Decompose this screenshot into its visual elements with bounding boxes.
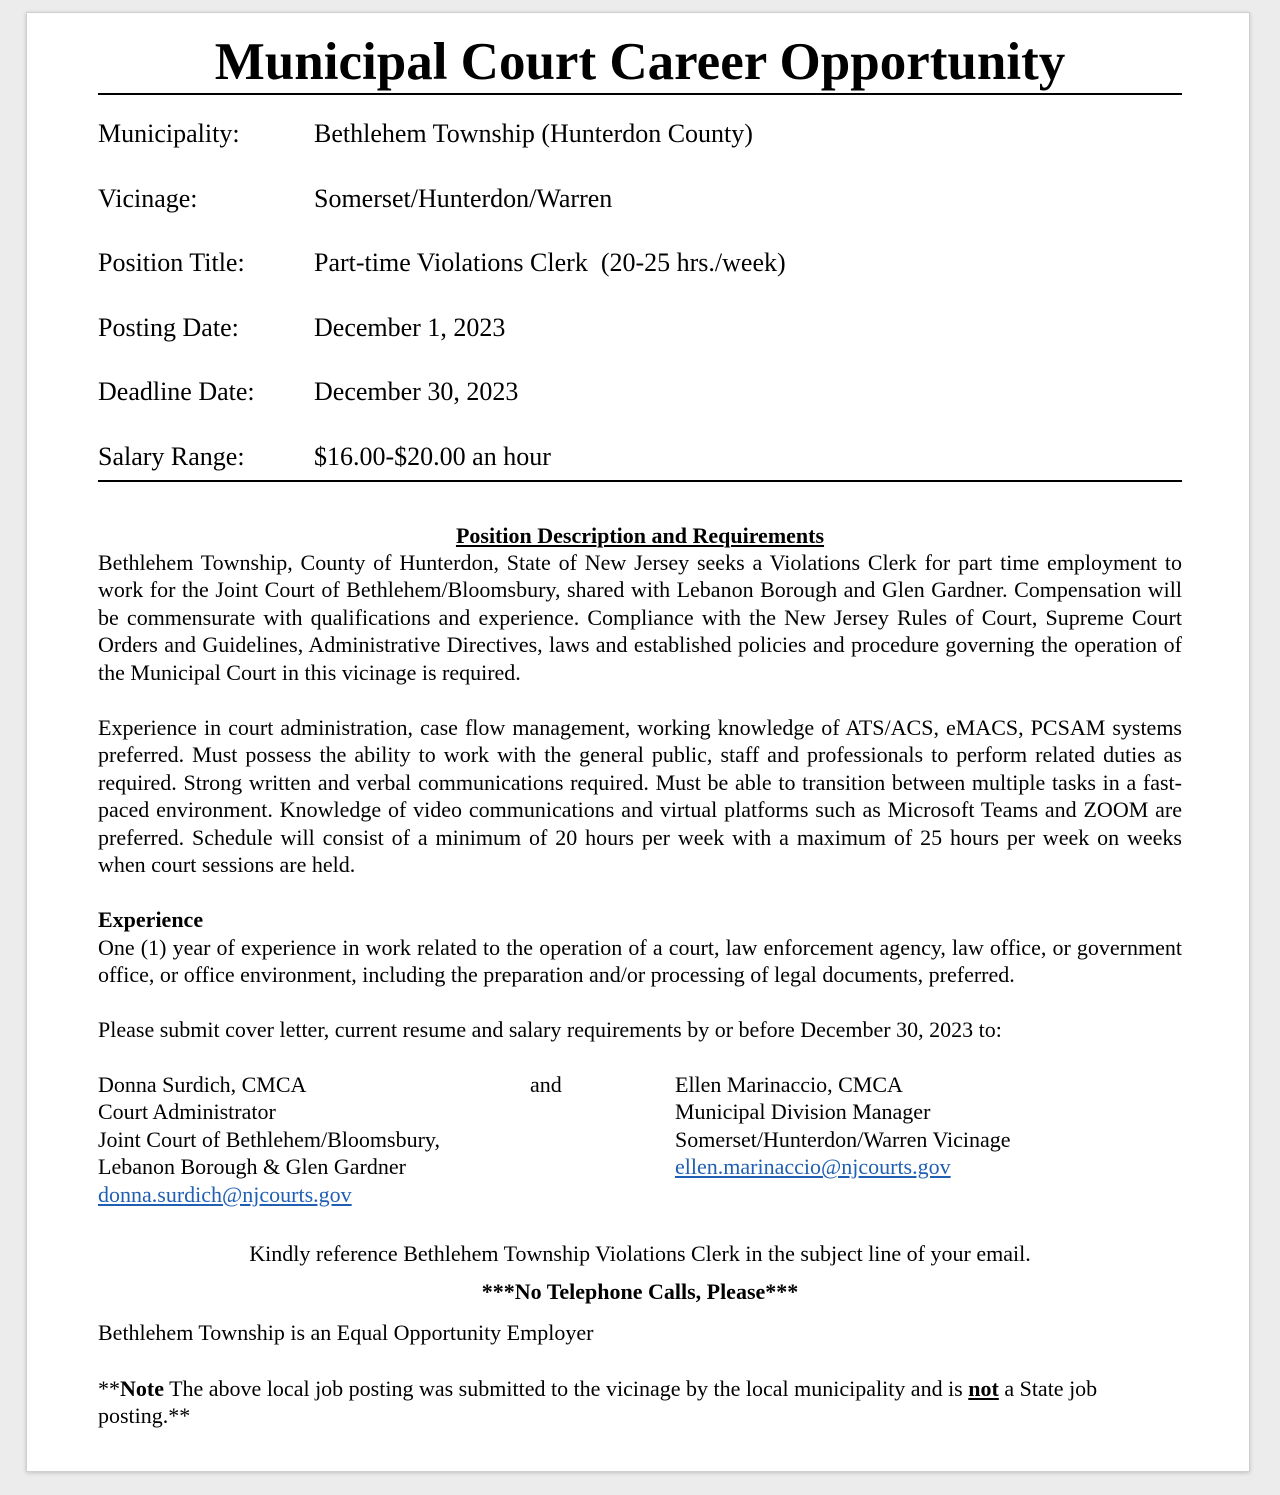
contact-org: Somerset/Hunterdon/Warren Vicinage	[675, 1126, 1011, 1152]
field-value: Bethlehem Township (Hunterdon County)	[314, 119, 753, 148]
contact-name: Ellen Marinaccio, CMCA	[675, 1071, 903, 1097]
note-emphasis: not	[968, 1375, 999, 1401]
field-value: December 30, 2023	[314, 377, 519, 406]
field-municipality	[98, 119, 1182, 184]
job-fields	[98, 119, 1182, 476]
section-heading: Position Description and Requirements	[455, 522, 825, 548]
field-vicinage	[98, 184, 1182, 249]
field-label: Salary Range:	[98, 441, 245, 471]
reference-note: Kindly reference Bethlehem Township Violations Clerk in the subject line of your email.	[249, 1241, 1031, 1266]
disclaimer-note	[98, 1375, 1182, 1430]
experience-heading: Experience	[98, 907, 204, 932]
experience-paragraph: One (1) year of experience in work related to the operation of a court, law enforcement agency, law office, or government office, or office environment, including the preparation and/or processing of legal documents, preferred.	[98, 934, 1182, 987]
document-content	[98, 13, 1182, 1430]
contact-surdich	[98, 1071, 530, 1209]
contact-role: Municipal Division Manager	[675, 1099, 931, 1124]
field-value: Part-time Violations Clerk (20-25 hrs./week)	[314, 248, 786, 277]
field-label: Position Title:	[98, 248, 245, 277]
eoe-statement: Bethlehem Township is an Equal Opportunity Employer	[98, 1320, 594, 1345]
field-label: Deadline Date:	[98, 377, 255, 406]
description-paragraph-2: Experience in court administration, case flow management, working knowledge of ATS/ACS, eMACS, PCSAM systems preferred. Must possess the ability to work with the general public, staff and professionals to perform related duties as required. Strong written and verbal communications required. Must be able to transition between multiple tasks in a fast-paced environment. Knowledge of video communications and virtual platforms such as Microsoft Teams and ZOOM are preferred. Schedule will consist of a minimum of 20 hours per week with a maximum of 25 hours per week on weeks when court sessions are held.	[98, 714, 1182, 877]
note-text-end: a State job posting.**	[98, 1375, 1098, 1428]
submit-instructions: Please submit cover letter, current resume and salary requirements by or before December 30, 2023 to:	[98, 1017, 1002, 1042]
note-prefix: **	[98, 1375, 120, 1401]
contact-role: Court Administrator	[98, 1099, 276, 1124]
description-paragraph-1: Bethlehem Township, County of Hunterdon, State of New Jersey seeks a Violations Clerk for part time employment to work for the Joint Court of Bethlehem/Bloomsbury, shared with Lebanon Borough and Glen Gardner. Compensation will be commensurate with qualifications and experience. Compliance with the New Jersey Rules of Court, Supreme Court Orders and Guidelines, Administrative Directives, laws and established policies and procedure governing the operation of the Municipal Court in this vicinage is required.	[98, 549, 1182, 685]
section-divider	[98, 480, 1182, 482]
field-label: Municipality:	[98, 119, 240, 148]
field-label: Vicinage:	[98, 183, 198, 213]
contacts-block	[98, 1071, 1182, 1209]
contact-marinaccio	[675, 1071, 1155, 1209]
field-position-title	[98, 248, 1182, 313]
note-label: Note	[120, 1375, 164, 1401]
field-value: $16.00-$20.00 an hour	[314, 441, 551, 471]
and-label: and	[530, 1071, 562, 1097]
field-value: Somerset/Hunterdon/Warren	[314, 183, 613, 213]
email-link-surdich[interactable]: donna.surdich@njcourts.gov	[98, 1181, 352, 1207]
contact-org: Joint Court of Bethlehem/Bloomsbury,	[98, 1126, 440, 1152]
field-posting-date	[98, 313, 1182, 378]
note-text: The above local job posting was submitted to the vicinage by the local municipality and is	[163, 1375, 969, 1401]
contact-org: Lebanon Borough & Glen Gardner	[98, 1154, 406, 1179]
field-value: December 1, 2023	[314, 312, 506, 342]
no-calls-note: ***No Telephone Calls, Please***	[481, 1278, 799, 1304]
page-title: Municipal Court Career Opportunity	[98, 33, 1182, 95]
contact-name: Donna Surdich, CMCA	[98, 1071, 307, 1097]
document-page	[26, 12, 1250, 1472]
field-label: Posting Date:	[98, 312, 239, 342]
field-deadline-date	[98, 377, 1182, 442]
field-salary-range	[98, 442, 1182, 476]
email-link-marinaccio[interactable]: ellen.marinaccio@njcourts.gov	[675, 1154, 951, 1179]
